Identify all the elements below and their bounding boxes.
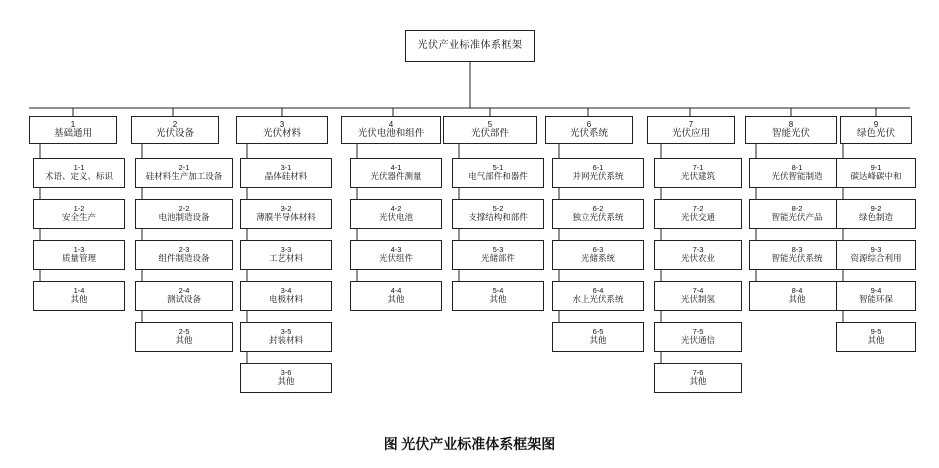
subcategory-label: 其他 xyxy=(277,376,295,387)
subcategory-label: 光伏交通 xyxy=(680,212,715,223)
subcategory-label: 光伏智能制造 xyxy=(771,171,823,182)
subcategory-node-4-3[interactable] xyxy=(350,240,442,270)
subcategory-node-3-5[interactable] xyxy=(240,322,332,352)
category-node-6[interactable] xyxy=(545,116,633,144)
subcategory-node-9-3[interactable] xyxy=(836,240,916,270)
subcategory-number: 5-2 xyxy=(492,203,504,213)
subcategory-number: 3-4 xyxy=(280,285,292,295)
category-label: 绿色光伏 xyxy=(856,128,895,140)
subcategory-node-2-2[interactable] xyxy=(135,199,233,229)
subcategory-node-4-4[interactable] xyxy=(350,281,442,311)
subcategory-label: 光伏电池 xyxy=(378,212,413,223)
subcategory-number: 6-5 xyxy=(592,326,604,336)
subcategory-number: 3-2 xyxy=(280,203,292,213)
category-label: 智能光伏 xyxy=(771,128,810,140)
subcategory-node-6-1[interactable] xyxy=(552,158,644,188)
category-label: 光伏应用 xyxy=(671,128,710,140)
category-label: 基础通用 xyxy=(53,128,92,140)
category-label: 光伏电池和组件 xyxy=(357,128,425,140)
subcategory-label: 光储系统 xyxy=(580,253,615,264)
subcategory-label: 智能光伏系统 xyxy=(771,253,823,264)
category-label: 光伏设备 xyxy=(155,128,194,140)
subcategory-node-1-2[interactable] xyxy=(33,199,125,229)
subcategory-node-6-4[interactable] xyxy=(552,281,644,311)
category-node-1[interactable] xyxy=(29,116,117,144)
subcategory-label: 光伏器件测量 xyxy=(370,171,422,182)
category-number: 5 xyxy=(487,119,493,129)
subcategory-number: 5-3 xyxy=(492,244,504,254)
subcategory-number: 9-2 xyxy=(870,203,882,213)
subcategory-node-1-3[interactable] xyxy=(33,240,125,270)
subcategory-node-2-3[interactable] xyxy=(135,240,233,270)
subcategory-number: 1-3 xyxy=(73,244,85,254)
subcategory-label: 组件制造设备 xyxy=(158,253,210,264)
subcategory-node-3-1[interactable] xyxy=(240,158,332,188)
subcategory-node-9-4[interactable] xyxy=(836,281,916,311)
subcategory-node-7-1[interactable] xyxy=(654,158,742,188)
category-number: 2 xyxy=(172,119,178,129)
subcategory-label: 光伏建筑 xyxy=(680,171,715,182)
figure-caption: 图 光伏产业标准体系框架图 xyxy=(383,438,556,453)
subcategory-label: 水上光伏系统 xyxy=(572,294,624,305)
subcategory-label: 其他 xyxy=(589,335,607,346)
subcategory-label: 薄膜半导体材料 xyxy=(256,212,316,223)
subcategory-number: 9-5 xyxy=(870,326,882,336)
subcategory-number: 7-6 xyxy=(692,367,704,377)
subcategory-label: 并网光伏系统 xyxy=(572,171,624,182)
category-node-2[interactable] xyxy=(131,116,219,144)
subcategory-label: 光伏农业 xyxy=(680,253,715,264)
subcategory-number: 4-1 xyxy=(390,162,402,172)
subcategory-number: 5-4 xyxy=(492,285,504,295)
subcategory-node-2-1[interactable] xyxy=(135,158,233,188)
subcategory-node-6-3[interactable] xyxy=(552,240,644,270)
subcategory-node-7-6[interactable] xyxy=(654,363,742,393)
subcategory-label: 安全生产 xyxy=(61,212,96,223)
subcategory-label: 碳达峰碳中和 xyxy=(850,171,902,182)
subcategory-label: 智能光伏产品 xyxy=(771,212,823,223)
subcategory-number: 8-2 xyxy=(791,203,803,213)
subcategory-label: 电气部件和器件 xyxy=(468,171,528,182)
subcategory-node-9-5[interactable] xyxy=(836,322,916,352)
subcategory-label: 其他 xyxy=(689,376,707,387)
subcategory-label: 硅材料生产加工设备 xyxy=(145,171,223,182)
subcategory-node-7-5[interactable] xyxy=(654,322,742,352)
category-node-3[interactable] xyxy=(236,116,328,144)
subcategory-number: 4-3 xyxy=(390,244,402,254)
subcategory-number: 3-1 xyxy=(280,162,292,172)
subcategory-node-8-2[interactable] xyxy=(749,199,845,229)
subcategory-label: 电池制造设备 xyxy=(158,212,210,223)
subcategory-label: 绿色制造 xyxy=(858,212,893,223)
subcategory-number: 1-1 xyxy=(73,162,85,172)
subcategory-number: 8-4 xyxy=(791,285,803,295)
subcategory-number: 6-1 xyxy=(592,162,604,172)
subcategory-node-6-5[interactable] xyxy=(552,322,644,352)
subcategory-node-6-2[interactable] xyxy=(552,199,644,229)
root-label: 光伏产业标准体系框架 xyxy=(417,40,523,52)
category-number: 9 xyxy=(873,119,879,129)
subcategory-number: 5-1 xyxy=(492,162,504,172)
subcategory-label: 其他 xyxy=(489,294,507,305)
subcategory-number: 7-2 xyxy=(692,203,704,213)
subcategory-number: 7-1 xyxy=(692,162,704,172)
subcategory-number: 7-5 xyxy=(692,326,704,336)
subcategory-node-1-1[interactable] xyxy=(33,158,125,188)
subcategory-node-3-2[interactable] xyxy=(240,199,332,229)
subcategory-node-5-1[interactable] xyxy=(452,158,544,188)
subcategory-label: 术语、定义、标识 xyxy=(44,171,113,182)
subcategory-node-2-5[interactable] xyxy=(135,322,233,352)
subcategory-node-5-2[interactable] xyxy=(452,199,544,229)
category-number: 8 xyxy=(788,119,794,129)
subcategory-number: 3-3 xyxy=(280,244,292,254)
subcategory-label: 其他 xyxy=(387,294,405,305)
subcategory-node-8-4[interactable] xyxy=(749,281,845,311)
subcategory-label: 封装材料 xyxy=(268,335,303,346)
subcategory-node-5-4[interactable] xyxy=(452,281,544,311)
subcategory-label: 其他 xyxy=(70,294,88,305)
subcategory-label: 质量管理 xyxy=(61,253,96,264)
subcategory-number: 2-4 xyxy=(178,285,190,295)
subcategory-label: 其他 xyxy=(175,335,193,346)
subcategory-node-7-4[interactable] xyxy=(654,281,742,311)
category-number: 6 xyxy=(586,119,592,129)
subcategory-label: 光伏通信 xyxy=(680,335,715,346)
subcategory-number: 7-4 xyxy=(692,285,704,295)
subcategory-number: 4-4 xyxy=(390,285,402,295)
subcategory-node-4-2[interactable] xyxy=(350,199,442,229)
subcategory-label: 其他 xyxy=(788,294,806,305)
subcategory-number: 3-5 xyxy=(280,326,292,336)
subcategory-node-7-3[interactable] xyxy=(654,240,742,270)
subcategory-label: 资源综合利用 xyxy=(850,253,902,264)
subcategory-label: 光伏制氢 xyxy=(680,294,715,305)
category-label: 光伏系统 xyxy=(569,128,608,140)
subcategory-label: 测试设备 xyxy=(166,294,201,305)
subcategory-number: 8-1 xyxy=(791,162,803,172)
subcategory-number: 9-1 xyxy=(870,162,882,172)
subcategory-number: 6-2 xyxy=(592,203,604,213)
subcategory-number: 7-3 xyxy=(692,244,704,254)
subcategory-number: 2-3 xyxy=(178,244,190,254)
subcategory-number: 1-2 xyxy=(73,203,85,213)
subcategory-number: 6-3 xyxy=(592,244,604,254)
category-label: 光伏部件 xyxy=(470,128,509,140)
category-node-9[interactable] xyxy=(840,116,912,144)
subcategory-number: 9-3 xyxy=(870,244,882,254)
subcategory-label: 工艺材料 xyxy=(268,253,303,264)
category-node-4[interactable] xyxy=(341,116,441,144)
subcategory-number: 4-2 xyxy=(390,203,402,213)
subcategory-number: 8-3 xyxy=(791,244,803,254)
category-number: 4 xyxy=(388,119,394,129)
subcategory-label: 智能环保 xyxy=(858,294,893,305)
category-label: 光伏材料 xyxy=(262,128,301,140)
subcategory-node-2-4[interactable] xyxy=(135,281,233,311)
subcategory-node-8-1[interactable] xyxy=(749,158,845,188)
subcategory-number: 3-6 xyxy=(280,367,292,377)
subcategory-node-1-4[interactable] xyxy=(33,281,125,311)
category-node-7[interactable] xyxy=(647,116,735,144)
subcategory-node-9-1[interactable] xyxy=(836,158,916,188)
category-node-8[interactable] xyxy=(745,116,837,144)
subcategory-number: 6-4 xyxy=(592,285,604,295)
subcategory-label: 光伏组件 xyxy=(378,253,413,264)
subcategory-label: 其他 xyxy=(867,335,885,346)
subcategory-number: 2-1 xyxy=(178,162,190,172)
subcategory-node-7-2[interactable] xyxy=(654,199,742,229)
subcategory-label: 光储部件 xyxy=(480,253,515,264)
subcategory-label: 支撑结构和部件 xyxy=(468,212,528,223)
category-node-5[interactable] xyxy=(443,116,537,144)
subcategory-node-4-1[interactable] xyxy=(350,158,442,188)
subcategory-node-8-3[interactable] xyxy=(749,240,845,270)
subcategory-node-3-4[interactable] xyxy=(240,281,332,311)
subcategory-label: 独立光伏系统 xyxy=(572,212,624,223)
subcategory-node-9-2[interactable] xyxy=(836,199,916,229)
subcategory-node-3-6[interactable] xyxy=(240,363,332,393)
subcategory-number: 1-4 xyxy=(73,285,85,295)
subcategory-node-3-3[interactable] xyxy=(240,240,332,270)
subcategory-label: 晶体硅材料 xyxy=(264,171,308,182)
category-number: 1 xyxy=(70,119,76,129)
subcategory-number: 9-4 xyxy=(870,285,882,295)
subcategory-number: 2-5 xyxy=(178,326,190,336)
subcategory-node-5-3[interactable] xyxy=(452,240,544,270)
subcategory-label: 电极材料 xyxy=(268,294,303,305)
subcategory-number: 2-2 xyxy=(178,203,190,213)
root-node xyxy=(405,30,535,62)
category-number: 3 xyxy=(279,119,285,129)
category-number: 7 xyxy=(688,119,694,129)
